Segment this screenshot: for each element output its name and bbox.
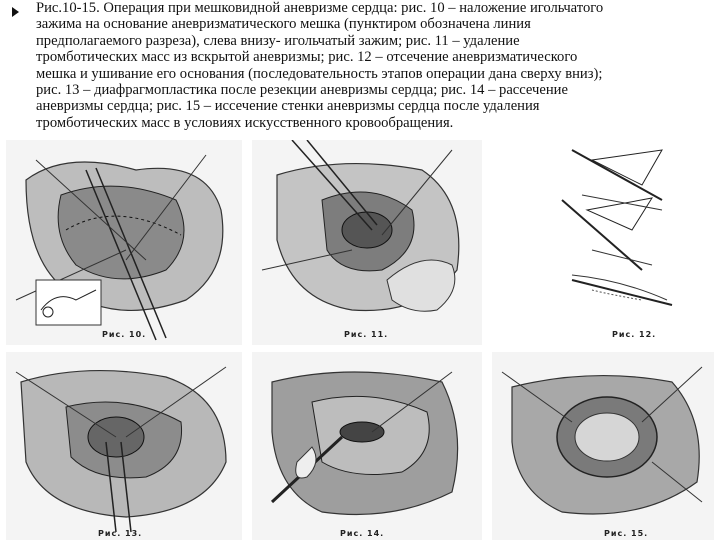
figure-13-illustration [6, 352, 242, 540]
figure-caption [36, 0, 712, 131]
figure-12-illustration [492, 140, 714, 345]
bullet-arrow-icon [12, 7, 19, 17]
figure-label: Рис. 12. [612, 330, 657, 339]
figure-14-illustration [252, 352, 482, 540]
caption-line: мешка и ушивание его основания (последовательность этапов операции дана сверху вниз); [36, 65, 603, 82]
figure-label: Рис. 10. [102, 330, 147, 339]
figure-label: Рис. 11. [344, 330, 389, 339]
caption-line: тромботических масс из вскрытой аневризмы; рис. 12 – отсечение аневризматического [36, 49, 578, 66]
figure-10-illustration [6, 140, 242, 345]
figure-label: Рис. 14. [340, 529, 385, 538]
caption-line: аневризмы сердца; рис. 15 – иссечение стенки аневризмы сердца после удаления [36, 98, 540, 115]
caption-line: Рис.10-15. Операция при мешковидной аневризме сердца: рис. 10 – наложение игольчатого [36, 0, 604, 16]
figure-15-illustration [492, 352, 714, 540]
figure-11-illustration [252, 140, 482, 345]
caption-line: предполагаемого разреза), слева внизу- игольчатый зажим; рис. 11 – удаление [36, 32, 520, 49]
caption-line: рис. 13 – диафрагмопластика после резекции аневризмы сердца; рис. 14 – рассечение [36, 82, 568, 99]
figure-label: Рис. 13. [98, 529, 143, 538]
caption-line: зажима на основание аневризматического мешка (пунктиром обозначена линия [36, 16, 531, 33]
figure-label: Рис. 15. [604, 529, 649, 538]
caption-line: тромботических масс в условиях искусственного кровообращения. [36, 114, 454, 131]
